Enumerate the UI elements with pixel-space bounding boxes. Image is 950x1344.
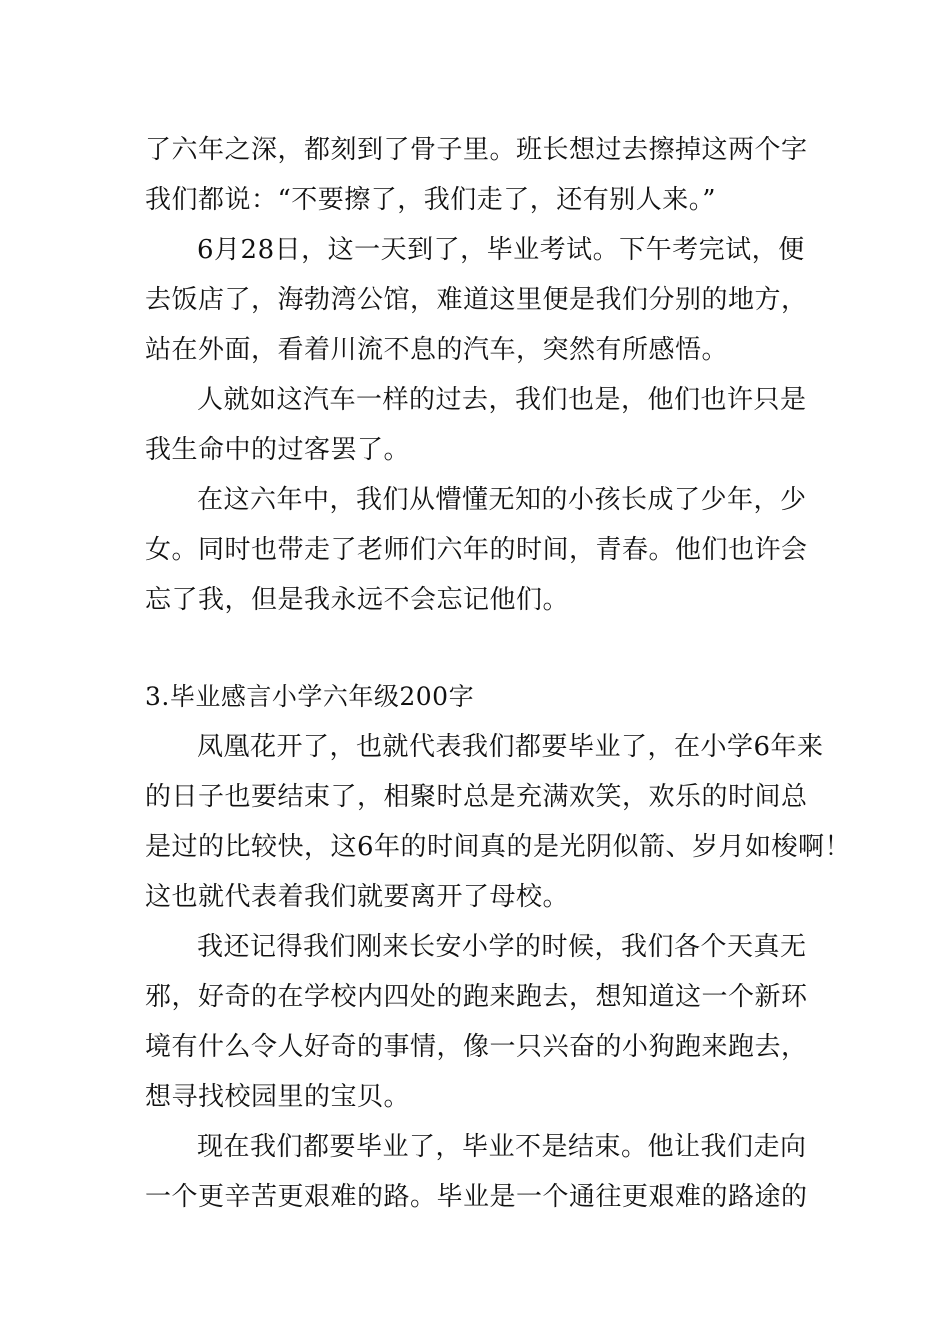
section-heading: 3.毕业感言小学六年级200字 xyxy=(145,682,475,711)
paragraph-line: 6月28日，这一天到了，毕业考试。下午考完试，便 xyxy=(197,235,805,265)
text-line: 我们都说：“不要擦了，我们走了，还有别人来。” xyxy=(145,185,717,215)
text-line: 了六年之深，都刻到了骨子里。班长想过去擦掉这两个字 xyxy=(145,135,808,165)
paragraph-line: 人就如这汽车一样的过去，我们也是，他们也许只是 xyxy=(197,385,807,415)
text-line: 想寻找校园里的宝贝。 xyxy=(145,1082,411,1112)
paragraph-line: 在这六年中，我们从懵懂无知的小孩长成了少年，少 xyxy=(197,485,807,515)
paragraph-line: 现在我们都要毕业了，毕业不是结束。他让我们走向 xyxy=(197,1132,807,1162)
text-line: 忘了我，但是我永远不会忘记他们。 xyxy=(145,585,570,615)
text-line: 的日子也要结束了，相聚时总是充满欢笑，欢乐的时间总 xyxy=(145,782,808,812)
text-line: 这也就代表着我们就要离开了母校。 xyxy=(145,882,570,912)
text-line: 女。同时也带走了老师们六年的时间，青春。他们也许会 xyxy=(145,535,808,565)
text-line: 邪，好奇的在学校内四处的跑来跑去，想知道这一个新环 xyxy=(145,982,808,1012)
paragraph-line: 凤凰花开了，也就代表我们都要毕业了，在小学6年来 xyxy=(197,732,824,762)
text-line: 一个更辛苦更艰难的路。毕业是一个通往更艰难的路途的 xyxy=(145,1182,808,1212)
text-line: 是过的比较快，这6年的时间真的是光阴似箭、岁月如梭啊！ xyxy=(145,832,852,862)
text-line: 站在外面，看着川流不息的汽车，突然有所感悟。 xyxy=(145,335,729,365)
text-line: 境有什么令人好奇的事情，像一只兴奋的小狗跑来跑去， xyxy=(145,1032,808,1062)
text-line: 我生命中的过客罢了。 xyxy=(145,435,411,465)
paragraph-line: 我还记得我们刚来长安小学的时候，我们各个天真无 xyxy=(197,932,807,962)
text-line: 去饭店了，海勃湾公馆，难道这里便是我们分别的地方， xyxy=(145,285,808,315)
